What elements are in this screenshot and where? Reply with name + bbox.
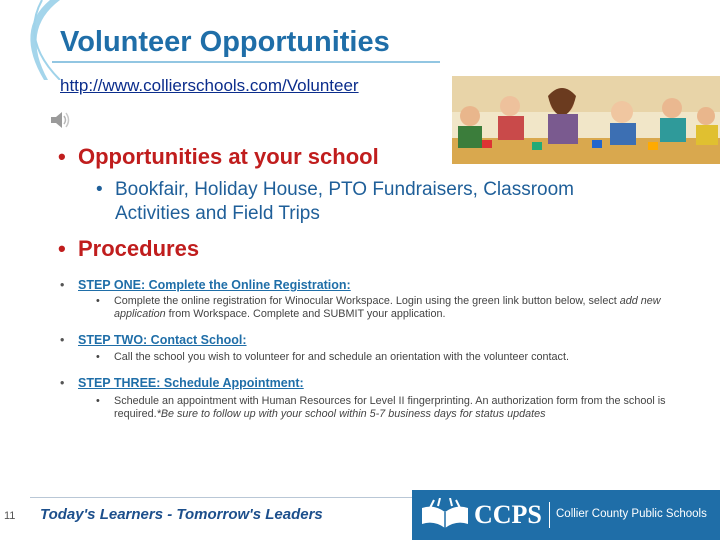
page-number: 11: [4, 510, 16, 522]
step-three[interactable]: • STEP THREE: Schedule Appointment:: [60, 376, 304, 390]
open-book-icon: [420, 498, 470, 532]
opportunities-heading: Opportunities at your school: [78, 144, 379, 169]
volunteer-link[interactable]: http://www.collierschools.com/Volunteer: [60, 76, 359, 95]
opportunities-bullet: • Opportunities at your school: [58, 144, 379, 169]
logo-abbreviation: CCPS: [474, 500, 542, 529]
opportunities-detail: • Bookfair, Holiday House, PTO Fundraisers, Classroom Activities and Field Trips: [96, 179, 574, 224]
footer-tagline: Today's Learners - Tomorrow's Leaders: [40, 506, 323, 523]
step-two[interactable]: • STEP TWO: Contact School:: [60, 333, 247, 347]
procedures-heading: Procedures: [78, 236, 200, 261]
classroom-photo: [452, 76, 720, 164]
logo-district-name: Collier County Public Schools: [556, 508, 707, 520]
step-one-detail: • Complete the online registration for Winocular Workspace. Login using the green link button below, select add new application from Workspace. Complete and SUBMIT your application.: [96, 295, 661, 320]
step-one[interactable]: • STEP ONE: Complete the Online Registration:: [60, 278, 351, 292]
page-title: Volunteer Opportunities: [60, 26, 390, 58]
step-two-detail: • Call the school you wish to volunteer for and schedule an orientation with the volunteer contact.: [96, 351, 569, 363]
step-three-detail: • Schedule an appointment with Human Resources for Level II fingerprinting. An authorization form from the school is required.*Be sure to follow up with your school within 5-7 business days for status updates: [96, 395, 666, 420]
procedures-bullet: • Procedures: [58, 236, 200, 261]
speaker-icon[interactable]: [48, 108, 72, 132]
ccps-logo: [412, 490, 720, 540]
logo-separator: [549, 502, 550, 528]
